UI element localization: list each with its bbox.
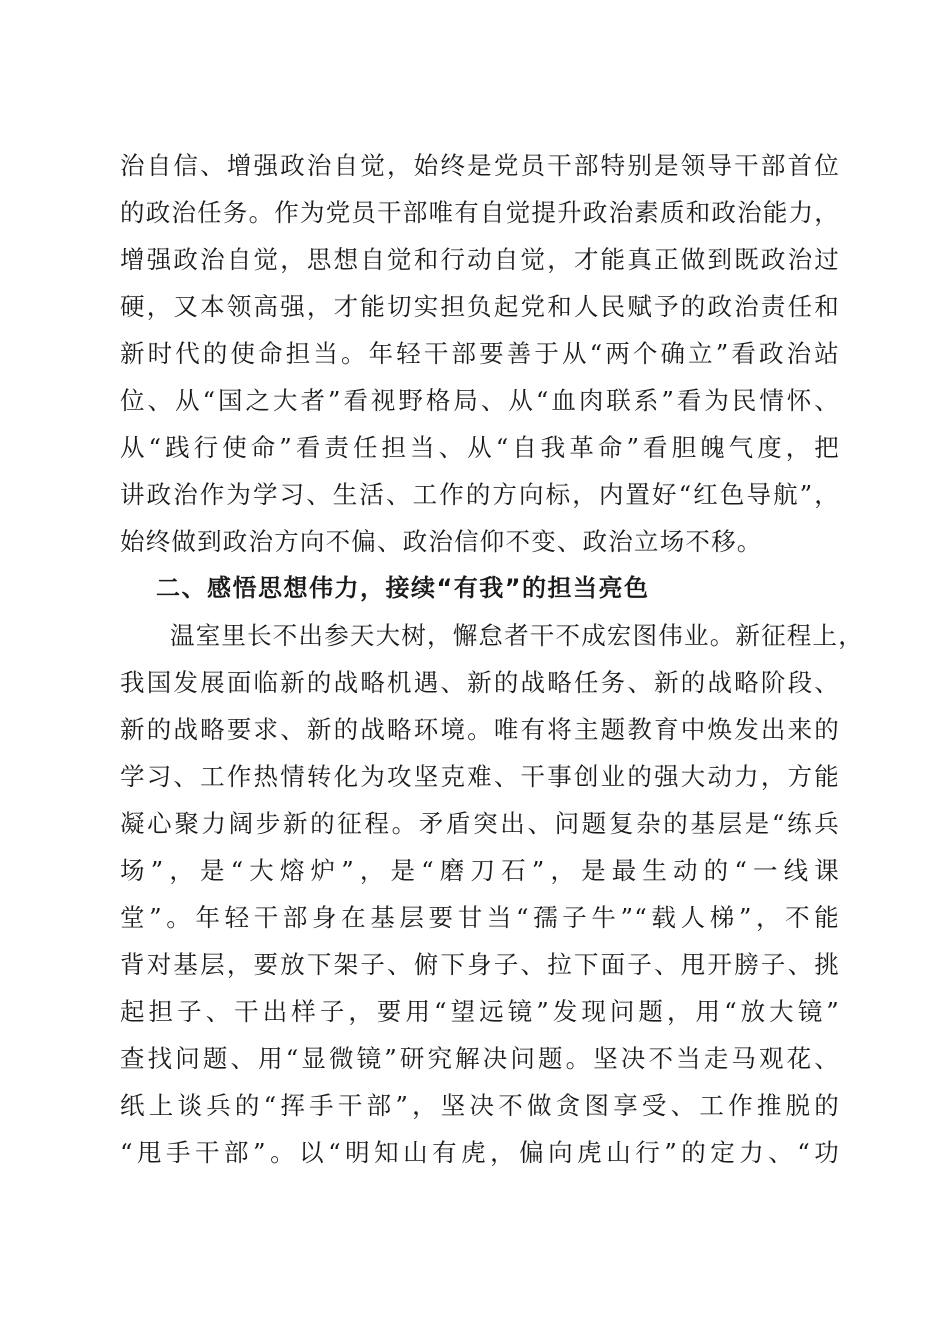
paragraph-line: 查找问题、用“显微镜”研究解决问题。坚决不当走马观花、 (120, 1044, 840, 1073)
paragraph-line: 我国发展面临新的战略机遇、新的战略任务、新的战略阶段、 (120, 668, 840, 697)
paragraph-line: 新的战略要求、新的战略环境。唯有将主题教育中焕发出来的 (120, 715, 840, 744)
paragraph-line: 从“践行使命”看责任担当、从“自我革命”看胆魄气度，把 (120, 433, 840, 462)
paragraph-thought (120, 612, 864, 1176)
paragraph-line: 讲政治作为学习、生活、工作的方向标，内置好“红色导航”， (120, 480, 840, 509)
paragraph-line: 的政治任务。作为党员干部唯有自觉提升政治素质和政治能力， (120, 198, 840, 227)
paragraph-line: 硬，又本领高强，才能切实担负起党和人民赋予的政治责任和 (120, 292, 840, 321)
section-heading: 二、感悟思想伟力，接续“有我”的担当亮色 (156, 574, 650, 602)
paragraph-line: “甩手干部”。以“明知山有虎，偏向虎山行”的定力、“功 (120, 1138, 840, 1167)
paragraph-line: 始终做到政治方向不偏、政治信仰不变、政治立场不移。 (120, 527, 763, 556)
paragraph-line: 位、从“国之大者”看视野格局、从“血肉联系”看为民情怀、 (120, 386, 840, 415)
paragraph-line: 纸上谈兵的“挥手干部”，坚决不做贪图享受、工作推脱的 (120, 1091, 840, 1120)
paragraph-politics (120, 142, 840, 565)
document-body (120, 142, 864, 1176)
paragraph-line: 起担子、干出样子，要用“望远镜”发现问题，用“放大镜” (120, 997, 840, 1026)
paragraph-line: 新时代的使命担当。年轻干部要善于从“两个确立”看政治站 (120, 339, 840, 368)
paragraph-line: 背对基层，要放下架子、俯下身子、拉下面子、甩开膀子、挑 (120, 950, 840, 979)
paragraph-line: 凝心聚力阔步新的征程。矛盾突出、问题复杂的基层是“练兵 (120, 809, 840, 838)
paragraph-line: 温室里长不出参天大树，懈怠者干不成宏图伟业。新征程上， (170, 621, 864, 650)
paragraph-line: 治自信、增强政治自觉，始终是党员干部特别是领导干部首位 (120, 151, 840, 180)
paragraph-line: 场”，是“大熔炉”，是“磨刀石”，是最生动的“一线课 (120, 856, 840, 885)
paragraph-line: 学习、工作热情转化为攻坚克难、干事创业的强大动力，方能 (120, 762, 840, 791)
paragraph-line: 增强政治自觉，思想自觉和行动自觉，才能真正做到既政治过 (120, 245, 840, 274)
paragraph-line: 堂”。年轻干部身在基层要甘当“孺子牛”“载人梯”，不能 (120, 903, 840, 932)
